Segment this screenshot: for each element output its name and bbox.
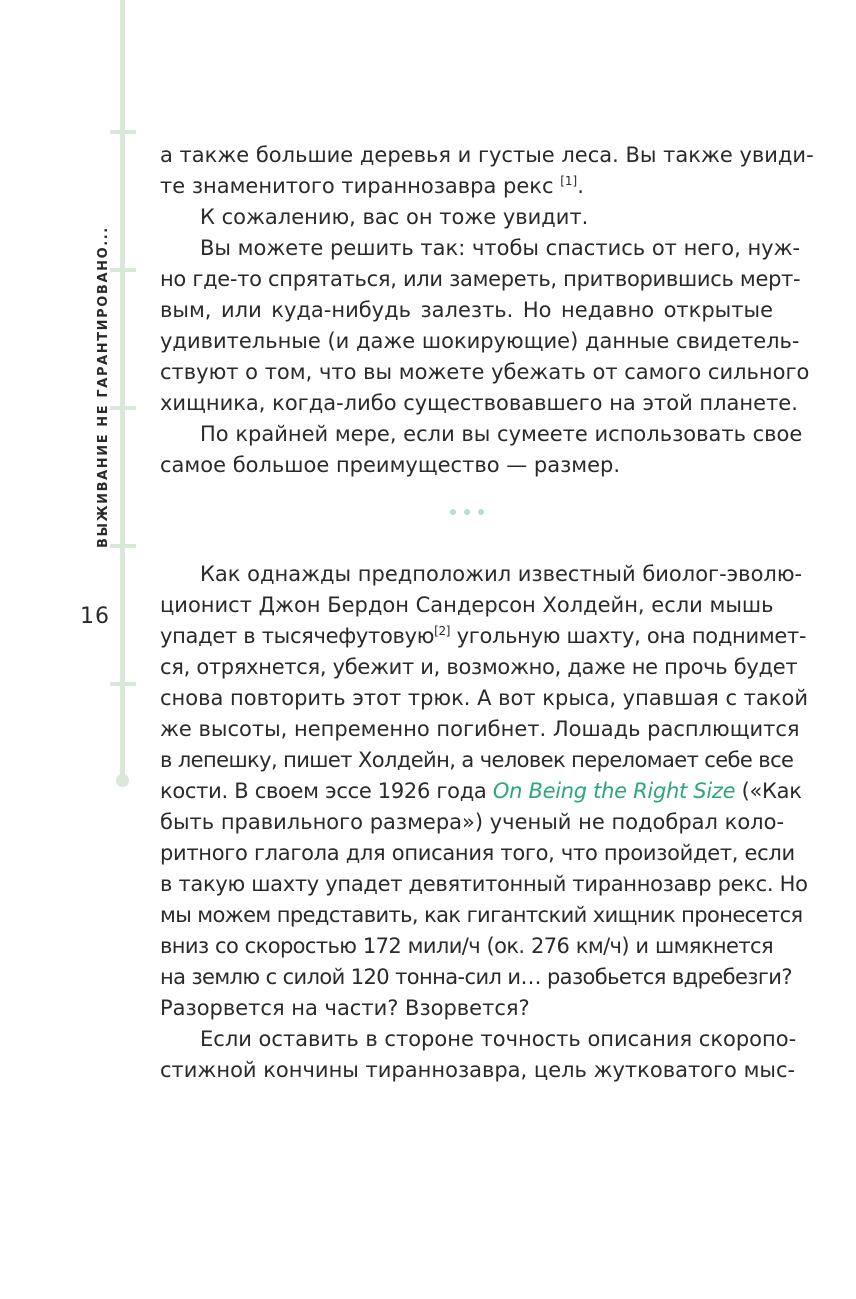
text-line: самое большое преимущество — размер. — [160, 453, 621, 477]
text-line: те знаменитого тираннозавра рекс [1]. — [160, 174, 584, 198]
text-line: К сожалению, вас он тоже увидит. — [200, 205, 589, 229]
rail-end-dot — [116, 774, 129, 787]
text-line: Вы можете решить так: чтобы спастись от него, нуж- — [200, 236, 801, 260]
text-line: стижной кончины тираннозавра, цель жутковатого мыс- — [160, 1058, 796, 1082]
footnote-ref[interactable]: [1] — [560, 174, 578, 188]
rail-tick — [110, 130, 136, 134]
separator-dot — [478, 509, 484, 515]
text-line: снова повторить этот трюк. А вот крыса, упавшая с такой — [160, 686, 808, 710]
text-line: но где-то спрятаться, или замереть, притворившись мерт- — [160, 267, 801, 291]
text-line: в лепешку, пишет Холдейн, а человек переломает себе все — [160, 748, 794, 772]
text-line: По крайней мере, если вы сумеете использовать свое — [200, 422, 803, 446]
text-line: мы можем представить, как гигантский хищник пронесется — [160, 903, 803, 927]
separator-dot — [450, 509, 456, 515]
running-head: ВЫЖИВАНИЕ НЕ ГАРАНТИРОВАНО... — [96, 226, 111, 548]
rail-tick — [110, 406, 136, 410]
text-line: Как однажды предположил известный биолог-эволю- — [200, 562, 803, 586]
text-line: Если оставить в стороне точность описания скоропо- — [200, 1027, 797, 1051]
text-line: Разорвется на части? Взорвется? — [160, 996, 530, 1020]
book-title-link[interactable]: On Being the Right Size — [492, 779, 736, 803]
text-line: на землю с силой 120 тонна-сил и… разобьется вдребезги? — [160, 965, 792, 989]
rail-tick — [110, 682, 136, 686]
text-line: быть правильного размера») ученый не подобрал коло- — [160, 810, 785, 834]
rail-tick — [110, 268, 136, 272]
text-line: же высоты, непременно погибнет. Лошадь расплющится — [160, 717, 800, 741]
section-separator — [160, 481, 773, 543]
text-line: ся, отряхнется, убежит и, возможно, даже не прочь будет — [160, 655, 798, 679]
text-line: ствуют о том, что вы можете убежать от самого сильного — [160, 360, 810, 384]
text-line: вым, или куда-нибудь залезть. Но недавно открытые — [160, 298, 773, 322]
footnote-ref[interactable]: [2] — [434, 624, 451, 638]
text-line: кости. В своем эссе 1926 года On Being the Right Size («Как — [160, 779, 802, 803]
text-line: в такую шахту упадет девятитонный тираннозавр рекс. Но — [160, 872, 808, 896]
margin-rail — [120, 0, 125, 780]
text-line: ционист Джон Бердон Сандерсон Холдейн, если мышь — [160, 593, 774, 617]
text-line: удивительные (и даже шокирующие) данные свидетель- — [160, 329, 800, 353]
text-line: а также большие деревья и густые леса. Вы также увиди- — [160, 143, 814, 167]
page-number: 16 — [80, 604, 110, 629]
rail-tick — [110, 544, 136, 548]
text-line: вниз со скоростью 172 мили/ч (ок. 276 км/ч) и шмякнется — [160, 934, 773, 958]
text-line: хищника, когда-либо существовавшего на этой планете. — [160, 391, 798, 415]
separator-dot — [464, 509, 470, 515]
body-text — [160, 140, 814, 1086]
text-line: ритного глагола для описания того, что произойдет, если — [160, 841, 795, 865]
text-line: упадет в тысячефутовую[2] угольную шахту, она поднимет- — [160, 624, 807, 648]
